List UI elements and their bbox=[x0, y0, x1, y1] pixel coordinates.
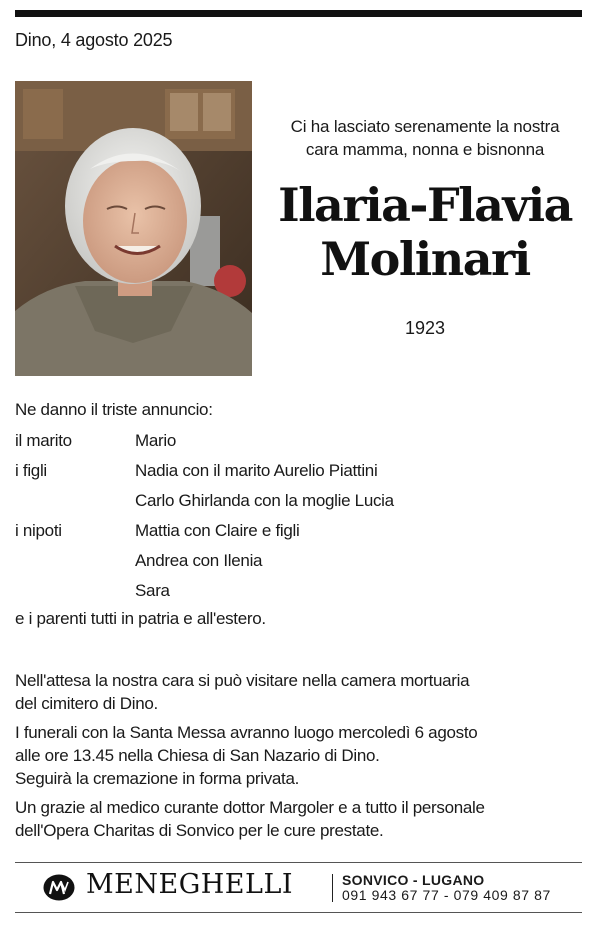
family-member: Mattia con Claire e figli bbox=[135, 521, 300, 540]
note-line: I funerali con la Santa Messa avranno luogo mercoledì 6 agosto bbox=[15, 723, 478, 742]
note-line: del cimitero di Dino. bbox=[15, 694, 158, 713]
family-relation: i nipoti bbox=[15, 521, 62, 540]
family-member: Andrea con Ilenia bbox=[135, 551, 263, 570]
deceased-first-name: Ilaria-Flavia bbox=[278, 178, 572, 232]
portrait-photo bbox=[15, 81, 252, 376]
family-row bbox=[15, 456, 585, 486]
family-row bbox=[15, 546, 585, 576]
family-member: Mario bbox=[135, 431, 177, 450]
family-row bbox=[15, 486, 585, 516]
note-line: dell'Opera Charitas di Sonvico per le cure prestate. bbox=[15, 821, 384, 840]
deceased-last-name: Molinari bbox=[320, 232, 530, 286]
family-relation: il marito bbox=[15, 431, 72, 450]
funeral-note bbox=[15, 721, 585, 790]
note-line: Nell'attesa la nostra cara si può visitare nella camera mortuaria bbox=[15, 671, 470, 690]
family-list bbox=[15, 426, 585, 606]
place-date: Dino, 4 agosto 2025 bbox=[15, 30, 173, 50]
visit-note bbox=[15, 669, 585, 715]
deceased-name bbox=[262, 178, 588, 286]
intro-line: Ci ha lasciato serenamente la nostra bbox=[290, 117, 560, 136]
funeral-home-city: SONVICO - LUGANO bbox=[342, 872, 485, 888]
family-member: Nadia con il marito Aurelio Piattini bbox=[135, 461, 378, 480]
intro-line: cara mamma, nonna e bisnonna bbox=[305, 140, 545, 159]
footer-rule-top bbox=[15, 862, 582, 863]
announcement-heading: Ne danno il triste annuncio: bbox=[15, 400, 213, 419]
family-member: Sara bbox=[135, 581, 170, 600]
family-row bbox=[15, 576, 585, 606]
funeral-notes bbox=[15, 669, 585, 848]
meneghelli-m-logo-icon bbox=[43, 874, 75, 901]
family-member: Carlo Ghirlanda con la moglie Lucia bbox=[135, 491, 394, 510]
family-row bbox=[15, 426, 585, 456]
footer-rule-bottom bbox=[15, 912, 582, 913]
funeral-home-phones: 091 943 67 77 - 079 409 87 87 bbox=[342, 887, 551, 903]
thanks-note bbox=[15, 796, 585, 842]
family-row bbox=[15, 516, 585, 546]
birth-year: 1923 bbox=[404, 318, 446, 338]
note-line: Seguirà la cremazione in forma privata. bbox=[15, 769, 300, 788]
intro-text bbox=[262, 115, 588, 161]
relatives-closing: e i parenti tutti in patria e all'estero. bbox=[15, 609, 266, 628]
funeral-home-brand: MENEGHELLI bbox=[86, 869, 294, 900]
footer-divider bbox=[332, 874, 333, 902]
note-line: alle ore 13.45 nella Chiesa di San Nazario di Dino. bbox=[15, 746, 380, 765]
top-rule bbox=[15, 10, 582, 17]
family-relation: i figli bbox=[15, 461, 47, 480]
note-line: Un grazie al medico curante dottor Margoler e a tutto il personale bbox=[15, 798, 485, 817]
